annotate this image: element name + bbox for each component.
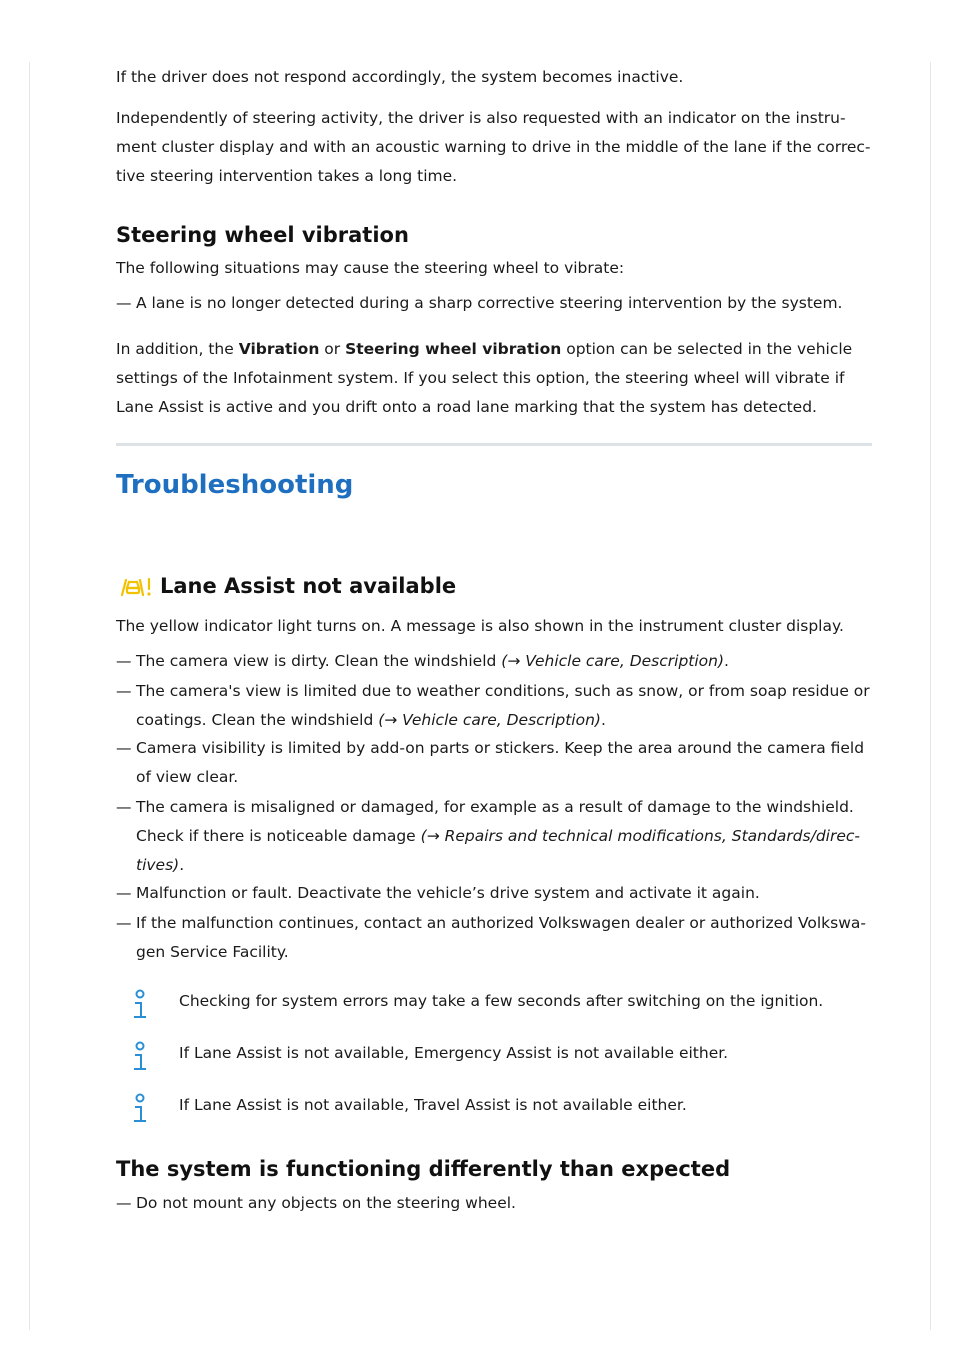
heading-system-functioning-differently: The system is functioning differently than expected <box>116 1157 731 1181</box>
list-item <box>116 647 872 676</box>
list-item <box>116 1189 872 1218</box>
period: . <box>724 652 729 670</box>
option-steering-wheel-vibration: Steering wheel vibration <box>345 340 562 358</box>
paragraph-driver-not-respond: If the driver does not respond accordingly, the system becomes inactive. <box>116 68 684 86</box>
paragraph-indicator-light: The yellow indicator light turns on. A message is also shown in the instrument cluster display. <box>116 617 844 635</box>
lane-assist-warning-icon <box>116 573 154 599</box>
bullet-dash: — <box>116 1194 132 1212</box>
paragraph-vibration-intro: The following situations may cause the steering wheel to vibrate: <box>116 259 625 277</box>
bullet-dash: — <box>116 884 132 902</box>
heading-lane-assist-not-available: Lane Assist not available <box>160 574 457 598</box>
note-text: If Lane Assist is not available, Emergency Assist is not available either. <box>179 1044 729 1062</box>
option-vibration: Vibration <box>238 340 320 358</box>
bullet-text <box>116 647 872 676</box>
period: . <box>179 856 185 874</box>
section-divider <box>116 443 872 446</box>
info-icon <box>130 987 150 1023</box>
paragraph-vibration-option <box>116 335 872 422</box>
bullet-dash: — <box>116 294 132 312</box>
bullet-text: If the malfunction continues, contact an authorized Volkswagen dealer or authorized Volkswa-gen Service Facility. <box>136 914 866 961</box>
list-item <box>116 879 872 908</box>
bullet-text: Malfunction or fault. Deactivate the vehicle’s drive system and activate it again. <box>136 884 760 902</box>
period: . <box>600 711 606 729</box>
list-item <box>116 289 872 318</box>
bullet-dash: — <box>116 798 132 816</box>
list-item <box>116 793 872 880</box>
bullet-dash: — <box>116 682 132 700</box>
section-title-troubleshooting: Troubleshooting <box>116 470 354 500</box>
bullet-dash: — <box>116 914 132 932</box>
text-segment: option can be selected in the vehicle settings of the Infotainment system. If you select this option, the steering wheel will vibrate if Lane Assist is active and you drift onto a road lane marking that the system has detected. <box>116 340 853 416</box>
note-text: Checking for system errors may take a few seconds after switching on the ignition. <box>179 992 824 1010</box>
bullet-content: The camera is misaligned or damaged, for example as a result of damage to the windshield. Check if there is noticeable damage <box>136 798 854 845</box>
bullet-text <box>116 677 872 735</box>
info-note <box>116 987 872 1027</box>
bullet-text: Camera visibility is limited by add-on parts or stickers. Keep the area around the camera field of view clear. <box>136 739 865 786</box>
info-note <box>116 1039 872 1079</box>
text-segment: or <box>319 340 346 358</box>
cross-reference-link[interactable]: (→ Repairs and technical modifications, Standards/direc-tives) <box>136 827 860 874</box>
paragraph-acoustic-warning: Independently of steering activity, the driver is also requested with an indicator on the instru-ment cluster display and with an acoustic warning to drive in the middle of the lane if the correc-tive steering intervention takes a long time. <box>116 109 871 185</box>
cross-reference-link[interactable]: (→ Vehicle care, Description) <box>501 652 725 670</box>
left-margin-line <box>29 62 30 1330</box>
bullet-content: The camera's view is limited due to weather conditions, such as snow, or from soap residue or coatings. Clean the windshield <box>136 682 870 729</box>
list-item <box>116 677 872 735</box>
note-text: If Lane Assist is not available, Travel Assist is not available either. <box>179 1096 687 1114</box>
list-item <box>116 909 872 967</box>
heading-steering-wheel-vibration: Steering wheel vibration <box>116 223 409 247</box>
bullet-content: The camera view is dirty. Clean the windshield <box>136 652 502 670</box>
info-icon <box>130 1091 150 1127</box>
bullet-text <box>116 793 872 880</box>
cross-reference-link[interactable]: (→ Vehicle care, Description) <box>378 711 601 729</box>
bullet-text: Do not mount any objects on the steering wheel. <box>136 1194 516 1212</box>
info-icon <box>130 1039 150 1075</box>
bullet-text: A lane is no longer detected during a sharp corrective steering intervention by the system. <box>136 294 843 312</box>
list-item <box>116 734 872 792</box>
bullet-dash: — <box>116 652 132 670</box>
bullet-dash: — <box>116 739 132 757</box>
text-segment: In addition, the <box>116 340 239 358</box>
right-margin-line <box>930 62 931 1330</box>
info-note <box>116 1091 872 1131</box>
